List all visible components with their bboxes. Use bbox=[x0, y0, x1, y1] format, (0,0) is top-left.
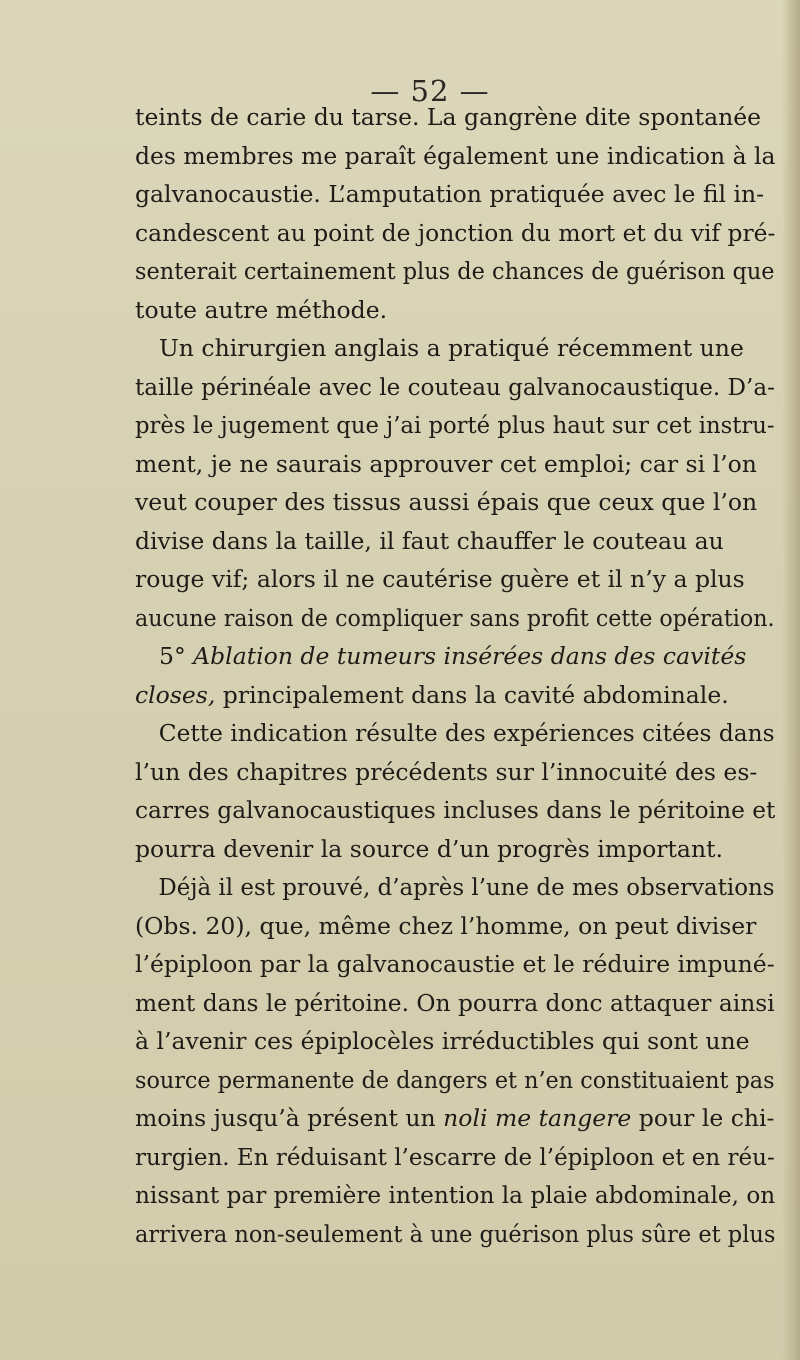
text-line bbox=[135, 984, 775, 1023]
text-segment: des membres me paraît également une indication à la bbox=[135, 141, 776, 170]
text-line bbox=[135, 676, 775, 715]
text-line bbox=[135, 368, 775, 407]
text-segment: (Obs. 20), que, même chez l’homme, on peut diviser bbox=[135, 911, 757, 940]
text-line bbox=[135, 522, 775, 561]
text-segment: aucune raison de compliquer sans profit cette opération. bbox=[135, 603, 775, 632]
text-segment: candescent au point de jonction du mort et du vif pré- bbox=[135, 218, 776, 247]
text-line bbox=[135, 753, 775, 792]
page-edge-shadow bbox=[782, 0, 800, 1360]
text-segment: principalement dans la cavité abdominale. bbox=[215, 680, 729, 709]
text-line bbox=[135, 907, 775, 946]
text-segment: teints de carie du tarse. La gangrène dite spontanée bbox=[135, 103, 762, 131]
text-line bbox=[135, 483, 775, 522]
text-line bbox=[135, 791, 776, 830]
text-segment: rurgien. En réduisant l’escarre de l’épiploon et en réu- bbox=[135, 1142, 775, 1171]
text-line bbox=[135, 560, 775, 599]
text-segment: l’un des chapitres précédents sur l’innocuité des es- bbox=[135, 757, 758, 786]
italic-text: Ablation de tumeurs insérées dans des cavités bbox=[193, 642, 747, 670]
text-line bbox=[135, 98, 775, 137]
text-line bbox=[135, 1176, 776, 1215]
text-segment: Un chirurgien anglais a pratiqué récemment une bbox=[159, 334, 744, 362]
page-number: — 52 — bbox=[370, 74, 490, 108]
text-segment: divise dans la taille, il faut chauffer le couteau au bbox=[135, 526, 724, 555]
text-line bbox=[135, 868, 775, 907]
text-segment: source permanente de dangers et n’en constituaient pas bbox=[135, 1065, 775, 1094]
text-line bbox=[135, 945, 775, 984]
text-line bbox=[135, 329, 775, 368]
text-line bbox=[135, 637, 775, 676]
text-segment: près le jugement que j’ai porté plus haut sur cet instru- bbox=[135, 411, 775, 439]
text-line bbox=[135, 445, 775, 484]
text-segment: à l’avenir ces épiplocèles irréductibles qui sont une bbox=[135, 1027, 750, 1055]
italic-text: closes, bbox=[135, 680, 216, 709]
text-segment: senterait certainement plus de chances de guérison que bbox=[135, 257, 775, 285]
text-segment: ment, je ne saurais approuver cet emploi; car si l’on bbox=[135, 449, 757, 478]
text-segment: nissant par première intention la plaie abdominale, on bbox=[135, 1181, 776, 1209]
text-segment: taille périnéale avec le couteau galvanocaustique. D’a- bbox=[135, 372, 775, 401]
text-line bbox=[135, 175, 775, 214]
text-segment: arrivera non-seulement à une guérison plus sûre et plus bbox=[135, 1219, 776, 1248]
text-line bbox=[135, 252, 775, 291]
text-segment: 5° bbox=[159, 642, 194, 670]
text-segment: toute autre méthode. bbox=[135, 295, 388, 324]
text-segment: rouge vif; alors il ne cautérise guère et il n’y a plus bbox=[135, 565, 745, 593]
text-segment: ment dans le péritoine. On pourra donc attaquer ainsi bbox=[135, 988, 775, 1017]
body-text bbox=[135, 98, 775, 1253]
text-line bbox=[135, 1061, 775, 1100]
text-segment: carres galvanocaustiques incluses dans le péritoine et bbox=[135, 796, 776, 824]
text-segment: veut couper des tissus aussi épais que ceux que l’on bbox=[135, 488, 758, 516]
text-line bbox=[135, 599, 775, 638]
text-segment: galvanocaustie. L’amputation pratiquée avec le fil in- bbox=[135, 180, 765, 208]
italic-text: noli me tangere bbox=[443, 1104, 632, 1132]
text-line bbox=[135, 291, 775, 330]
text-line bbox=[135, 714, 775, 753]
text-line bbox=[135, 406, 775, 445]
text-segment: pourra devenir la source d’un progrès important. bbox=[135, 834, 723, 863]
text-line bbox=[135, 214, 776, 253]
text-segment: Cette indication résulte des expériences citées dans bbox=[158, 719, 775, 747]
text-segment: Déjà il est prouvé, d’après l’une de mes observations bbox=[158, 873, 775, 901]
text-line bbox=[135, 1099, 775, 1138]
text-line bbox=[135, 137, 776, 176]
text-line bbox=[135, 830, 775, 869]
text-line bbox=[135, 1022, 775, 1061]
text-segment: moins jusqu’à présent un bbox=[135, 1104, 444, 1132]
text-segment: l’épiploon par la galvanocaustie et le réduire impuné- bbox=[135, 950, 775, 978]
text-line bbox=[135, 1138, 775, 1177]
text-line bbox=[135, 1215, 776, 1254]
text-segment: pour le chi- bbox=[631, 1104, 775, 1132]
